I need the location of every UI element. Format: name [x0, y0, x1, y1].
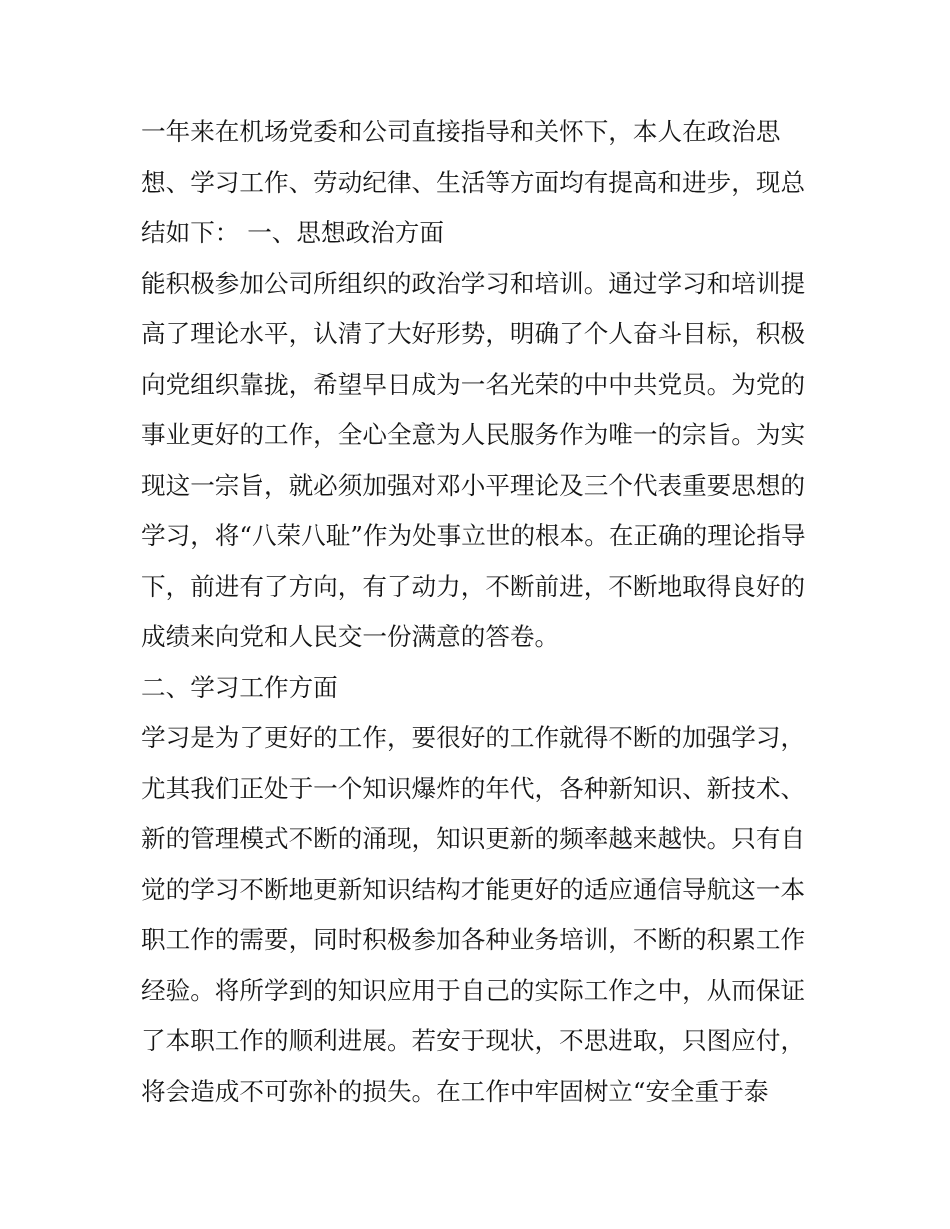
text-line: 成绩来向党和人民交一份满意的答卷。 [141, 622, 560, 651]
text-line: 觉的学习不断地更新知识结构才能更好的适应通信导航这一本 [141, 874, 806, 904]
document-body [141, 107, 813, 1117]
text-line: 向党组织靠拢，希望早日成为一名光荣的中中共党员。为党的 [141, 369, 806, 399]
text-line: 高了理论水平，认清了大好形势，明确了个人奋斗目标，积极 [141, 319, 806, 348]
text-line: 能积极参加公司所组织的政治学习和培训。通过学习和培训提 [141, 268, 806, 298]
text-line: 学习是为了更好的工作，要很好的工作就得不断的加强学习， [141, 723, 806, 752]
text-line: 新的管理模式不断的涌现，知识更新的频率越来越快。只有自 [141, 824, 806, 853]
text-line: 尤其我们正处于一个知识爆炸的年代，各种新知识、新技术、 [141, 773, 806, 803]
text-line: 经验。将所学到的知识应用于自己的实际工作之中，从而保证 [141, 975, 806, 1005]
text-line: 事业更好的工作，全心全意为人民服务作为唯一的宗旨。为实 [141, 420, 806, 449]
text-line: 职工作的需要，同时积极参加各种业务培训，不断的积累工作 [141, 925, 806, 954]
text-line: 想、学习工作、劳动纪律、生活等方面均有提高和进步，现总 [141, 167, 806, 197]
section-heading-line: 二、学习工作方面 [141, 672, 338, 702]
text-line: 了本职工作的顺利进展。若安于现状，不思进取，只图应付， [141, 1026, 806, 1055]
text-line: 下，前进有了方向，有了动力，不断前进，不断地取得良好的 [141, 571, 806, 601]
text-line: 一年来在机场党委和公司直接指导和关怀下，本人在政治思 [141, 117, 781, 146]
text-line: 学习，将“八荣八耻”作为处事立世的根本。在正确的理论指导 [141, 521, 806, 550]
section-heading-line: 结如下： 一、思想政治方面 [141, 218, 444, 247]
text-line: 现这一宗旨，就必须加强对邓小平理论及三个代表重要思想的 [141, 470, 806, 500]
text-line: 将会造成不可弥补的损失。在工作中牢固树立“安全重于泰 [141, 1076, 769, 1106]
